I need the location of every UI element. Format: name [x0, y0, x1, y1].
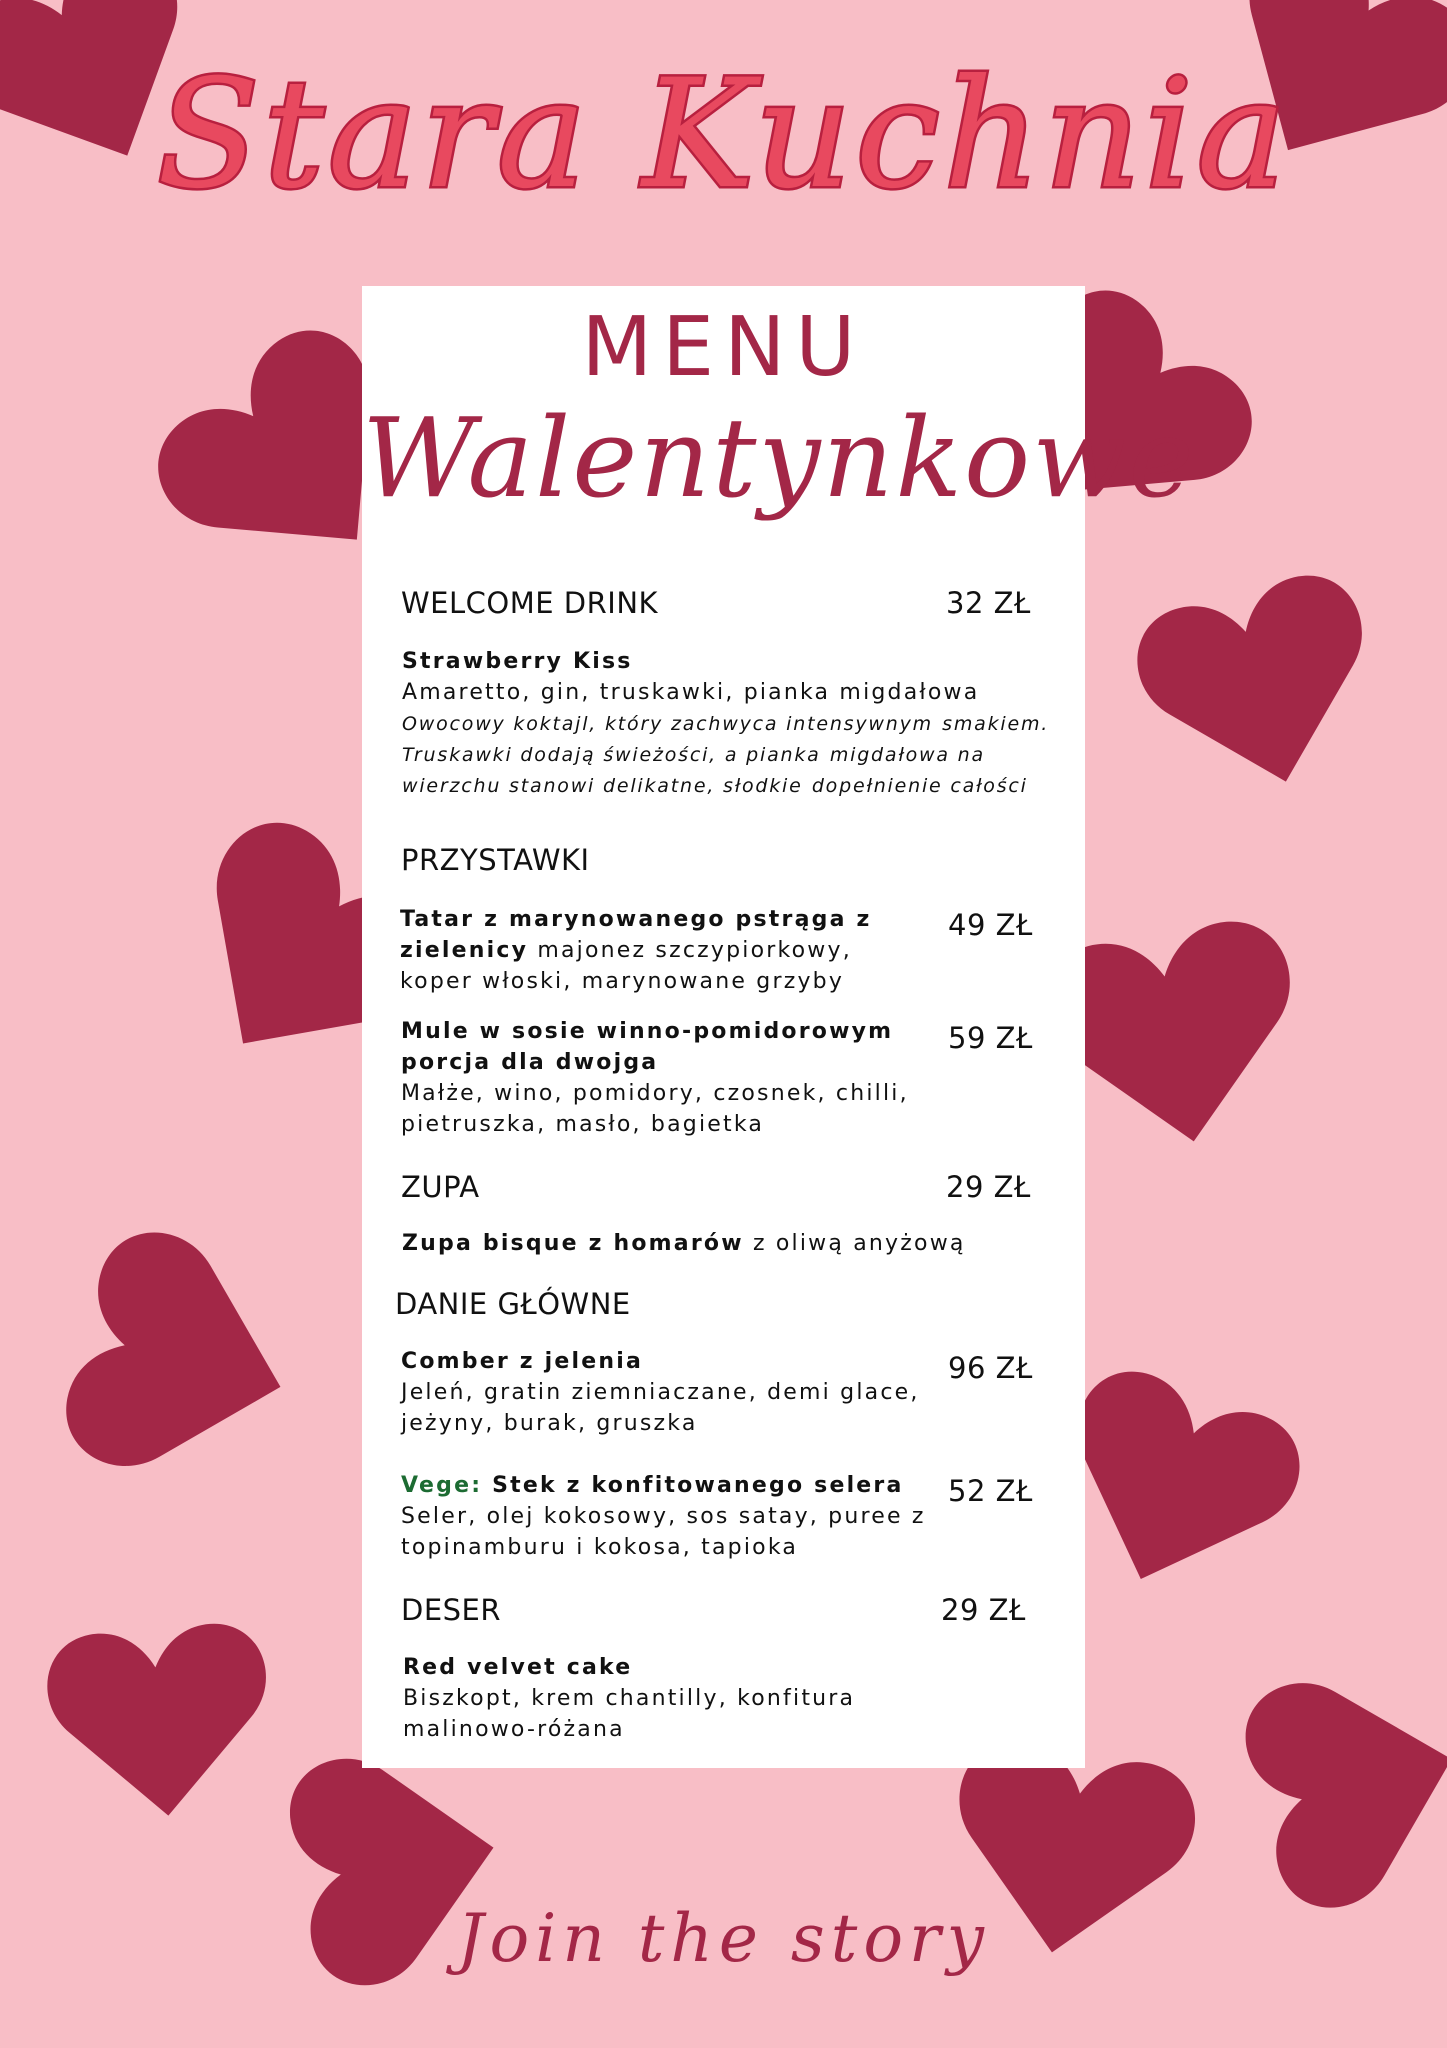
item-vege-stek	[401, 1470, 941, 1563]
item-name: Comber z jelenia	[401, 1349, 643, 1374]
item-tatar	[400, 904, 920, 997]
section-welcome-drink: WELCOME DRINK	[401, 586, 659, 620]
item-description-line: migdałowa na wierzchu stanowi delikatne, słodkie	[402, 744, 985, 797]
item-name: Red velvet cake	[403, 1655, 633, 1680]
section-mains: DANIE GŁÓWNE	[395, 1287, 631, 1321]
price-soup: 29 ZŁ	[946, 1170, 1031, 1204]
item-description: pietruszka, masło, bagietka	[401, 1112, 765, 1137]
heart-decoration	[30, 1590, 290, 1850]
item-name: Strawberry Kiss	[402, 649, 633, 674]
item-description: malinowo-różana	[403, 1717, 625, 1742]
item-description: z topinamburu i kokosa, tapioka	[401, 1504, 926, 1560]
heart-decoration	[1202, 1632, 1447, 1938]
menu-title: MENU	[581, 300, 866, 395]
item-name-cont: porcja dla dwojga	[401, 1050, 659, 1075]
item-name: Mule w sosie winno-pomidorowym	[401, 1019, 894, 1044]
vege-tag: Vege:	[401, 1473, 483, 1498]
item-name: Tatar z marynowanego pstrąga z	[400, 907, 872, 932]
item-description: koper włoski, marynowane grzyby	[400, 969, 845, 994]
item-description: Małże, wino, pomidory, czosnek, chilli,	[401, 1081, 909, 1106]
item-description: Jeleń, gratin ziemniaczane, demi	[401, 1380, 831, 1405]
item-mule	[401, 1016, 921, 1140]
item-description-line: Owocowy koktajl, który zachwyca intensywnym	[402, 713, 933, 735]
heart-decoration	[21, 1201, 339, 1519]
item-description-line: smakiem. Truskawki dodają świeżości, a pianka	[402, 713, 1050, 766]
menu-subtitle: Walentynkowe	[362, 394, 1196, 522]
price-tatar: 49 ZŁ	[948, 908, 1033, 942]
item-comber	[401, 1346, 921, 1439]
price-dessert: 29 ZŁ	[941, 1593, 1026, 1627]
item-description: Seler, olej kokosowy, sos satay, puree	[401, 1504, 903, 1529]
heart-decoration	[1107, 532, 1413, 838]
item-red-velvet	[403, 1652, 923, 1745]
item-name: Stek z konfitowanego selera	[482, 1473, 904, 1498]
price-vege-stek: 52 ZŁ	[948, 1474, 1033, 1508]
footer-tagline: Join the story	[457, 1900, 990, 1977]
section-soup: ZUPA	[401, 1170, 480, 1204]
section-starters: PRZYSTAWKI	[401, 843, 590, 877]
item-ingredients: Amaretto, gin, truskawki, pianka migdałowa	[402, 680, 980, 705]
price-welcome-drink: 32 ZŁ	[946, 586, 1031, 620]
item-name: Zupa bisque z homarów	[402, 1231, 744, 1256]
item-soup	[402, 1228, 1062, 1259]
item-description: z oliwą anyżową	[743, 1231, 966, 1256]
brand-title: Stara Kuchnia	[156, 48, 1291, 222]
item-strawberry-kiss	[402, 646, 1052, 801]
item-name-cont: zielenicy	[400, 938, 529, 963]
price-comber: 96 ZŁ	[948, 1351, 1033, 1385]
item-description-line: dopełnienie całości	[811, 775, 1028, 797]
section-dessert: DESER	[401, 1593, 502, 1627]
item-description: glace, jeżyny, burak, gruszka	[401, 1380, 920, 1436]
item-description: Biszkopt, krem chantilly, konfitura	[403, 1686, 856, 1711]
item-description: majonez szczypiorkowy,	[528, 938, 852, 963]
price-mule: 59 ZŁ	[948, 1021, 1033, 1055]
